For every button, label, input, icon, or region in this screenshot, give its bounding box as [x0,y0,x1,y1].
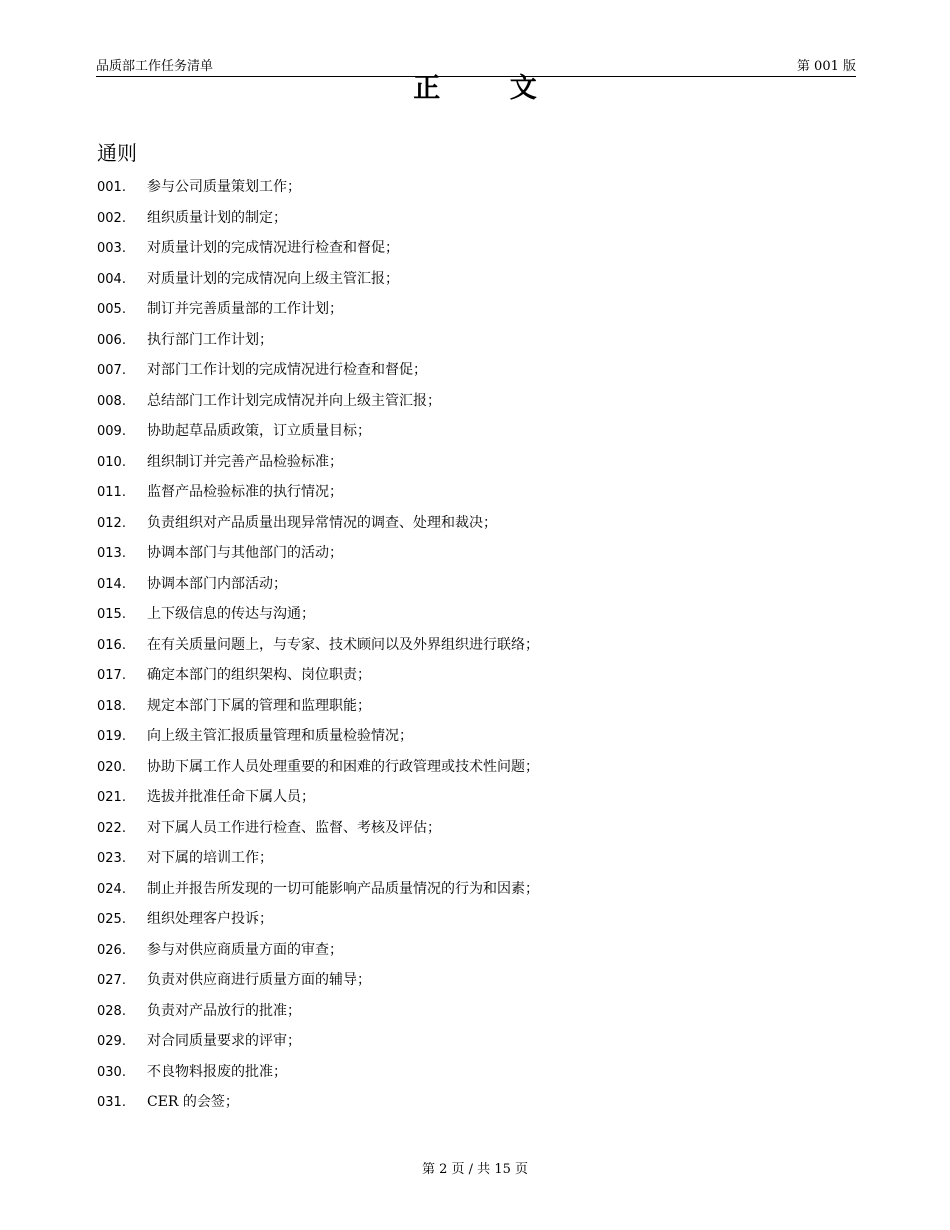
item-text: 选拔并批准任命下属人员； [147,789,315,805]
list-item [97,969,857,1000]
list-item [97,1000,857,1031]
item-text: 对合同质量要求的评审； [147,1033,301,1049]
list-item [97,1061,857,1092]
item-number: 013. [97,546,126,561]
list-item [97,481,857,512]
item-text: 确定本部门的组织架构、岗位职责； [147,667,371,683]
item-text: 不良物料报废的批准； [147,1063,287,1080]
item-text: 规定本部门下属的管理和监理职能； [147,697,371,714]
item-text: 参与对供应商质量方面的审查； [147,941,343,958]
list-item [97,603,857,634]
item-text: 对部门工作计划的完成情况进行检查和督促； [147,362,427,378]
item-number: 019. [97,729,126,744]
list-item [97,390,857,421]
list-item [97,420,857,451]
header-version: 第 001 版 [796,59,856,74]
list-item [97,634,857,665]
item-text: 总结部门工作计划完成情况并向上级主管汇报； [147,392,441,409]
list-item [97,878,857,909]
item-number: 010. [97,454,126,470]
item-text: CER 的会签； [147,1094,239,1110]
item-text: 组织质量计划的制定； [147,209,287,226]
item-number: 007. [97,363,126,378]
item-text: 在有关质量问题上，与专家、技术顾问以及外界组织进行联络； [147,636,539,653]
item-number: 008. [97,393,126,409]
list-item [97,786,857,817]
list-item [97,176,857,207]
item-number: 023. [97,851,126,866]
item-number: 026. [97,942,126,958]
item-number: 020. [97,759,126,775]
item-text: 组织制订并完善产品检验标准； [147,453,343,470]
list-item [97,573,857,604]
item-number: 028. [97,1003,126,1019]
item-text: 组织处理客户投诉； [147,911,273,927]
list-item [97,237,857,268]
item-number: 002. [97,210,126,226]
item-text: 对质量计划的完成情况向上级主管汇报； [147,270,399,287]
list-item [97,725,857,756]
page-title: 正 文 [413,73,567,104]
item-number: 021. [97,790,126,805]
item-number: 009. [97,424,126,439]
item-number: 024. [97,881,126,897]
list-item [97,939,857,970]
item-number: 012. [97,515,126,531]
item-text: 协助下属工作人员处理重要的和困难的行政管理或技术性问题； [147,758,539,775]
list-item [97,908,857,939]
item-number: 022. [97,820,126,836]
list-item [97,542,857,573]
item-number: 031. [97,1095,126,1110]
item-number: 004. [97,271,126,287]
item-text: 负责对产品放行的批准； [147,1002,301,1019]
item-text: 监督产品检验标准的执行情况； [147,484,343,500]
list-item [97,451,857,482]
item-text: 对下属人员工作进行检查、监督、考核及评估； [147,819,441,836]
item-number: 030. [97,1064,126,1080]
item-text: 负责对供应商进行质量方面的辅导； [147,972,371,988]
item-text: 协调本部门与其他部门的活动； [147,545,343,561]
item-number: 018. [97,698,126,714]
list-item [97,817,857,848]
item-text: 制止并报告所发现的一切可能影响产品质量情况的行为和因素； [147,880,539,897]
list-item [97,847,857,878]
item-text: 向上级主管汇报质量管理和质量检验情况； [147,728,413,744]
item-number: 014. [97,576,126,592]
list-item [97,756,857,787]
list-item [97,1030,857,1061]
page-footer: 第 2 页 / 共 15 页 [422,1162,528,1177]
item-number: 006. [97,332,126,348]
item-text: 执行部门工作计划； [147,331,273,348]
task-list [97,176,857,1122]
list-item [97,512,857,543]
list-item [97,359,857,390]
item-text: 对质量计划的完成情况进行检查和督促； [147,240,399,256]
list-item [97,664,857,695]
item-number: 027. [97,973,126,988]
item-number: 011. [97,485,126,500]
item-text: 参与公司质量策划工作； [147,179,301,195]
item-text: 上下级信息的传达与沟通； [147,606,315,622]
list-item [97,207,857,238]
list-item [97,329,857,360]
list-item [97,1091,857,1122]
list-item [97,298,857,329]
header-doc-name: 品质部工作任务清单 [96,59,214,74]
section-title: 通则 [97,141,137,165]
item-number: 029. [97,1034,126,1049]
item-number: 005. [97,302,126,317]
list-item [97,695,857,726]
item-number: 016. [97,637,126,653]
item-text: 制订并完善质量部的工作计划； [147,301,343,317]
item-text: 对下属的培训工作； [147,850,273,866]
list-item [97,268,857,299]
item-number: 003. [97,241,126,256]
item-text: 协助起草品质政策，订立质量目标； [147,423,371,439]
item-number: 015. [97,607,126,622]
item-number: 001. [97,180,126,195]
item-text: 协调本部门内部活动； [147,575,287,592]
item-number: 025. [97,912,126,927]
item-text: 负责组织对产品质量出现异常情况的调查、处理和裁决； [147,514,497,531]
item-number: 017. [97,668,126,683]
